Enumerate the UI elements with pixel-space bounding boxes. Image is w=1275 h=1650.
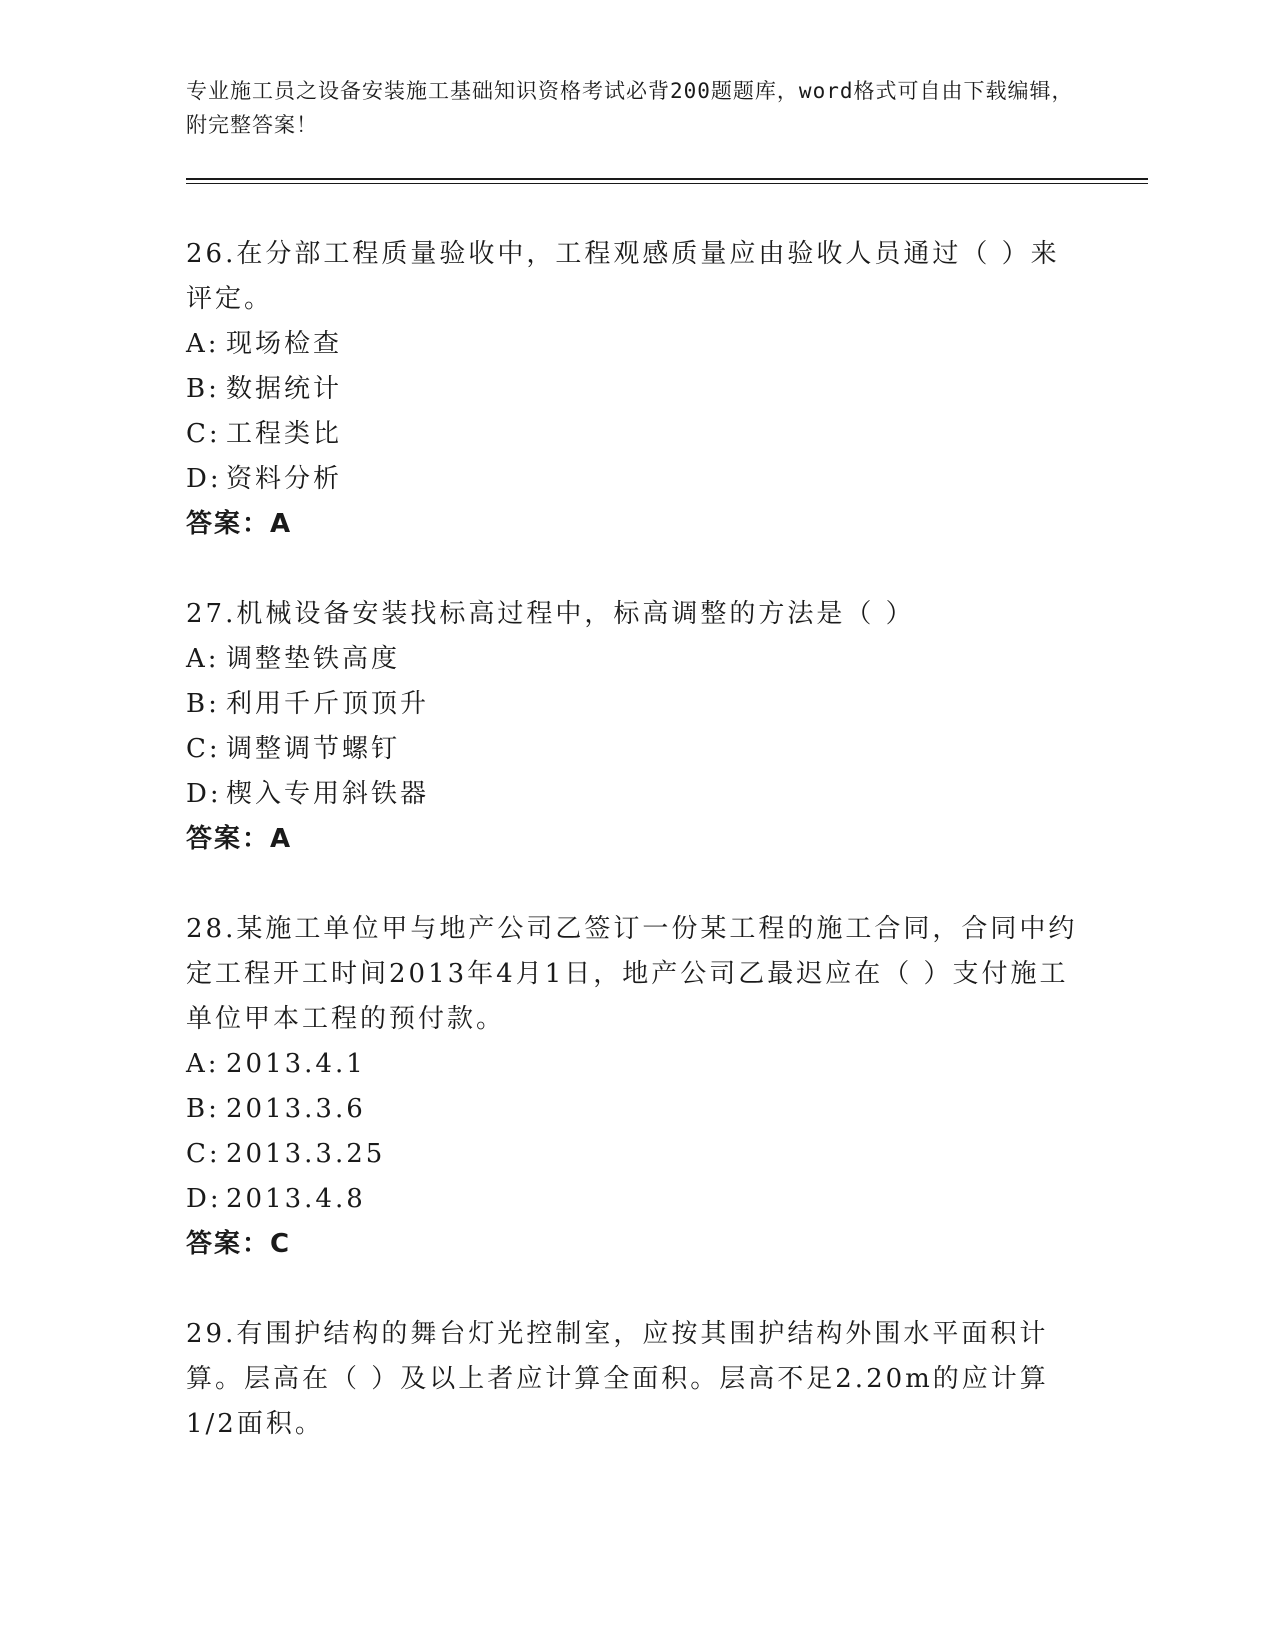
option-text: 工程类比 xyxy=(226,419,343,449)
option-letter: B: xyxy=(186,374,220,404)
question-26 xyxy=(186,232,1086,547)
header-divider-thick xyxy=(186,178,1148,180)
option-d xyxy=(186,772,1086,817)
option-letter: A: xyxy=(186,1049,220,1079)
option-c xyxy=(186,727,1086,772)
question-stem: 26.在分部工程质量验收中，工程观感质量应由验收人员通过（ ）来评定。 xyxy=(186,239,1060,314)
option-c xyxy=(186,412,1086,457)
question-stem: 29.有围护结构的舞台灯光控制室，应按其围护结构外围水平面积计算。层高在（ ）及以上者应计算全面积。层高不足2.20m的应计算1/2面积。 xyxy=(186,1319,1049,1439)
question-27 xyxy=(186,592,1086,862)
answer-label: 答案：A xyxy=(186,509,293,539)
question-stem: 27.机械设备安装找标高过程中，标高调整的方法是（ ） xyxy=(186,599,915,629)
option-b xyxy=(186,1087,1086,1132)
answer-label: 答案：C xyxy=(186,1229,292,1259)
option-a xyxy=(186,322,1086,367)
header-divider-thin xyxy=(186,183,1148,184)
option-letter: C: xyxy=(186,1139,221,1169)
answer-label: 答案：A xyxy=(186,824,293,854)
option-c xyxy=(186,1132,1086,1177)
option-b xyxy=(186,682,1086,727)
option-letter: A: xyxy=(186,644,220,674)
option-text: 2013.3.6 xyxy=(226,1094,366,1124)
question-29 xyxy=(186,1312,1086,1447)
option-letter: B: xyxy=(186,689,220,719)
option-a xyxy=(186,637,1086,682)
option-text: 利用千斤顶顶升 xyxy=(226,689,430,719)
option-text: 2013.4.8 xyxy=(226,1184,366,1214)
option-d xyxy=(186,1177,1086,1222)
question-28 xyxy=(186,907,1086,1267)
option-a xyxy=(186,1042,1086,1087)
option-letter: D: xyxy=(186,464,222,494)
question-list xyxy=(186,232,1086,1492)
option-letter: A: xyxy=(186,329,220,359)
option-letter: D: xyxy=(186,1184,222,1214)
option-letter: D: xyxy=(186,779,222,809)
question-stem: 28.某施工单位甲与地产公司乙签订一份某工程的施工合同，合同中约定工程开工时间2013年4月1日，地产公司乙最迟应在（ ）支付施工单位甲本工程的预付款。 xyxy=(186,914,1078,1034)
option-text: 数据统计 xyxy=(226,374,343,404)
option-letter: C: xyxy=(186,734,221,764)
option-b xyxy=(186,367,1086,412)
option-text: 现场检查 xyxy=(226,329,343,359)
option-d xyxy=(186,457,1086,502)
option-text: 调整垫铁高度 xyxy=(226,644,401,674)
option-text: 楔入专用斜铁器 xyxy=(226,779,430,809)
option-text: 资料分析 xyxy=(226,464,343,494)
option-letter: C: xyxy=(186,419,221,449)
option-text: 2013.4.1 xyxy=(226,1049,366,1079)
option-text: 2013.3.25 xyxy=(226,1139,386,1169)
document-header-title: 专业施工员之设备安装施工基础知识资格考试必背200题题库，word格式可自由下载编辑，附完整答案！ xyxy=(186,79,1074,137)
option-text: 调整调节螺钉 xyxy=(226,734,401,764)
option-letter: B: xyxy=(186,1094,220,1124)
